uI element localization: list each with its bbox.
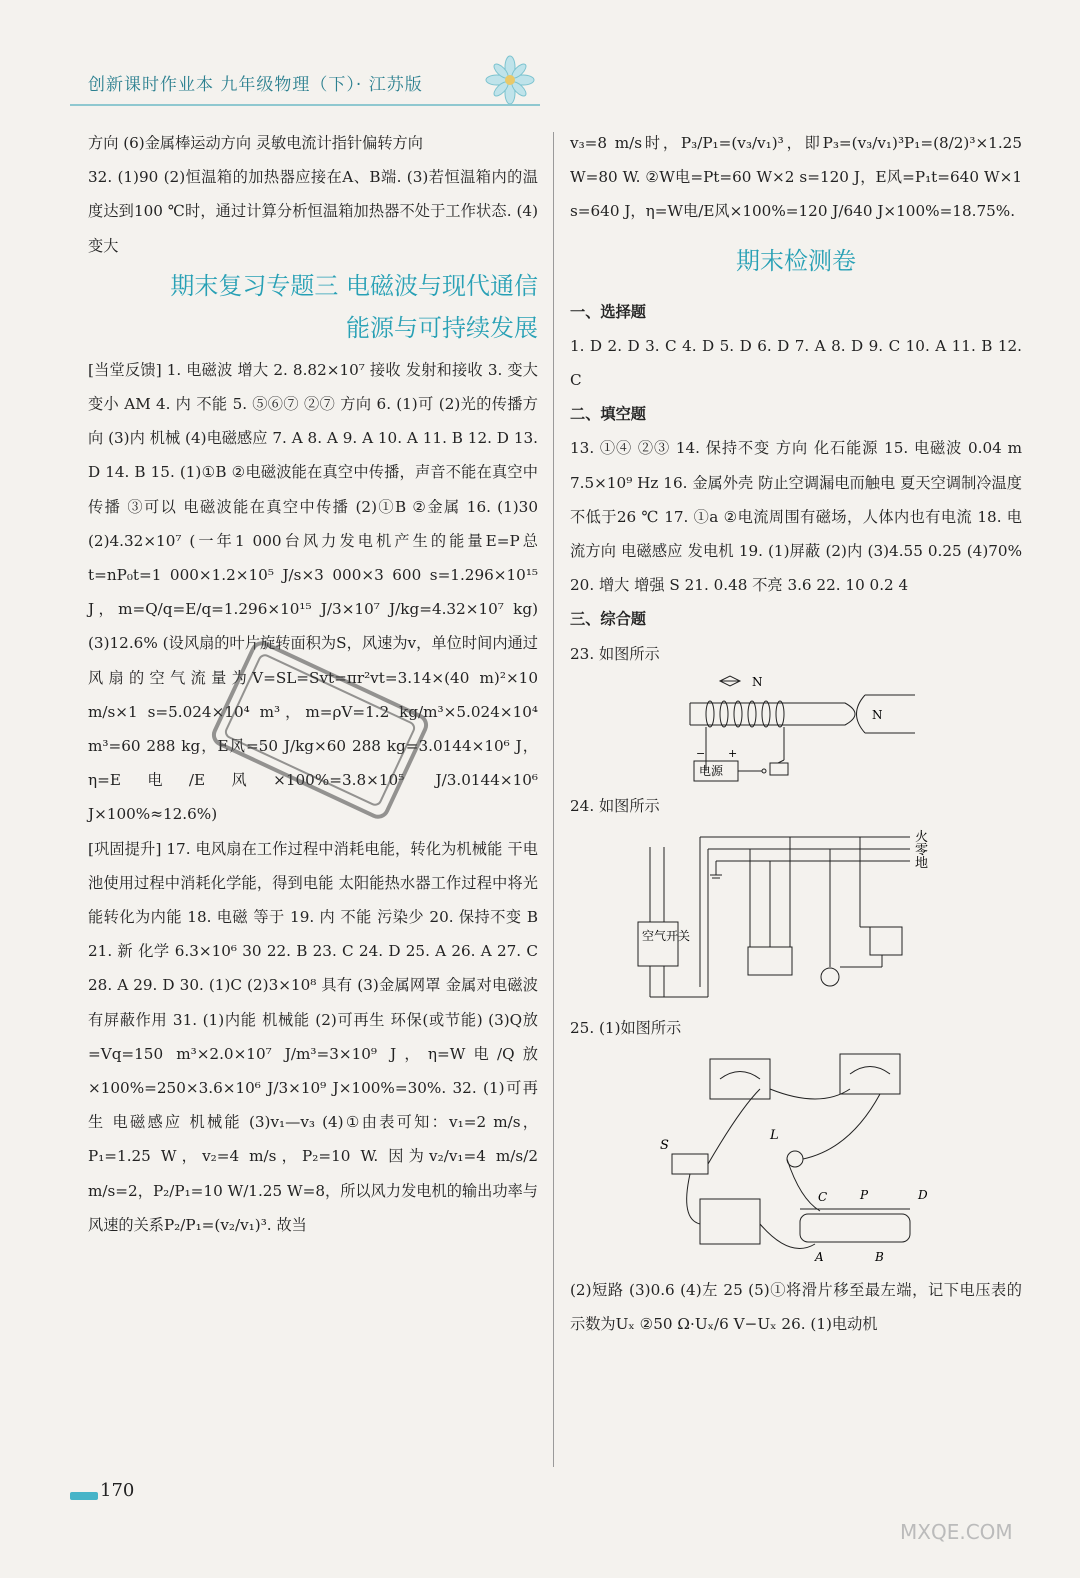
magnet-n-label: N — [872, 707, 883, 722]
left-para-4: [巩固提升] 17. 电风扇在工作过程中消耗电能，转化为机械能 干电池使用过程中消耗化学能，得到电能 太阳能热水器工作过程中将光能转化为内能 18. 电磁 等于 19. 内 不能 污染少 20. 保持不变 B 21. 新 化学 6.3×10⁶ 30 22. B 23. C 24. D 25. A 26. A 27. C 28. A 29. D 30. (1)C (2)3×10⁸ 具有 (3)金属网罩 金属对电磁波有屏蔽作用 31. (1)内能 机械能 (2)可再生 环保(或节能) (3)Q放=Vq=150 m³×2.0×10⁷ J/m³=3×10⁹ J，η=W电/Q放×100%=250×3.6×10⁶ J/3×10⁹ J×100%=30%. 32. (1)可再生 电磁感应 机械能 (3)v₁—v₃ (4)①由表可知：v₁=2 m/s，P₁=1.25 W，v₂=4 m/s，P₂=10 W. 因为v₂/v₁=4 m/s/2 m/s=2，P₂/P₁=10 W/1.25 W=8，所以风力发电机的输出功率与风速的关系P₂/P₁=(v₂/v₁)³. 故当 — [88, 839, 538, 1234]
left-para-1: 方向 (6)金属棒运动方向 灵敏电流计指针偏转方向 — [88, 134, 423, 152]
q25-label: 25. (1)如图所示 — [570, 1019, 682, 1038]
battery-icon — [700, 1199, 760, 1244]
heading-choice: 一、选择题 — [570, 302, 646, 321]
socket-icon — [748, 947, 792, 975]
page-number-bar — [70, 1492, 98, 1500]
answers-choice: 1. D 2. D 3. C 4. D 5. D 6. D 7. A 8. D 9. C 10. A 11. B 12. C — [570, 336, 1022, 390]
page-header — [70, 62, 540, 106]
switch-component-icon — [672, 1154, 708, 1174]
ammeter-icon — [710, 1059, 770, 1099]
compass-n-label: N — [752, 674, 763, 689]
heading-comprehensive: 三、综合题 — [570, 610, 646, 629]
column-divider — [553, 132, 554, 1467]
q24-label: 24. 如图所示 — [570, 796, 660, 815]
terminal-d-label: D — [918, 1188, 928, 1203]
neutral-wire-label: 零 — [915, 843, 929, 859]
page-number: 170 — [100, 1480, 135, 1501]
section-title-line-2: 能源与可持续发展 — [346, 313, 538, 342]
section-title-line-1: 期末复习专题三 电磁波与现代通信 — [170, 271, 538, 300]
minus-label: − — [696, 746, 706, 760]
right-para-1: v₃=8 m/s时，P₃/P₁=(v₃/v₁)³，即P₃=(v₃/v₁)³P₁=(8/2)³×1.25 W=80 W. ②W电=Pt=60 W×2 s=120 J，E风=P₁t=640 W×1 s=640 J，η=W电/E风×100%=120 J/640 J×100%=18.75%. — [570, 134, 1022, 221]
switch-s-label: S — [660, 1138, 669, 1154]
household-circuit-diagram — [630, 827, 950, 1007]
right-column — [570, 126, 1022, 1342]
terminal-b-label: B — [875, 1250, 884, 1265]
header-title: 创新课时作业本 九年级物理（下）· 江苏版 — [88, 75, 423, 95]
solenoid-diagram — [680, 675, 920, 785]
heading-fill: 二、填空题 — [570, 405, 646, 424]
live-wire-label: 火 — [915, 830, 929, 846]
terminal-a-label: A — [815, 1250, 824, 1265]
power-label: 电源 — [699, 763, 724, 778]
corner-watermark: MXQE.COM — [900, 1520, 1013, 1544]
exam-section-title: 期末检测卷 — [736, 246, 856, 275]
terminal-p-label: P — [860, 1188, 869, 1203]
ground-wire-label: 地 — [915, 856, 929, 872]
left-para-3: [当堂反馈] 1. 电磁波 增大 2. 8.82×10⁷ 接收 发射和接收 3. 变大 变小 AM 4. 内 不能 5. ⑤⑥⑦ ②⑦ 方向 6. (1)可 (2)光的传播方向 (3)内 机械 (4)电磁感应 7. A 8. A 9. A 10. A 11. B 12. D 13. D 14. B 15. (1)①B ②电磁波能在真空中传播，声音不能在真空中传播 ③可以 电磁波能在真空中传播 (2)①B ②金属 16. (1)30 (2)4.32×10⁷ (一年1 000台风力发电机产生的能量E=P总t=nP₀t=1 000×1.2×10⁵ J/s×3 000×3 600 s=1.296×10¹⁵ J，m=Q/q=E/q=1.296×10¹⁵ J/3×10⁷ J/kg=4.32×10⁷ kg) (3)12.6% (设风扇的叶片旋转面积为S，风速为v，单位时间内通过风扇的空气流量为V=SL=Svt=πr²vt=3.14×(40 m)²×10 m/s×1 s=5.024×10⁴ m³，m=ρV=1.2 kg/m³×5.024×10⁴ m³=60 288 kg，E风=50 J/kg×60 288 kg=3.0144×10⁶ J，η=E电/E风×100%=3.8×10⁵ J/3.0144×10⁶ J×100%≈12.6%) — [88, 360, 538, 824]
right-para-4: (2)短路 (3)0.6 (4)左 25 (5)①将滑片移至最左端，记下电压表的示数为Uₓ ②50 Ω·Uₓ/6 V−Uₓ 26. (1)电动机 — [570, 1281, 1022, 1334]
flower-ornament-icon — [485, 55, 535, 105]
terminal-c-label: C — [818, 1190, 828, 1205]
lamp-l-label: L — [770, 1128, 779, 1144]
breaker-label: 空气开关 — [642, 929, 691, 944]
left-para-2: 32. (1)90 (2)恒温箱的加热器应接在A、B端. (3)若恒温箱内的温度达到100 ℃时，通过计算分析恒温箱加热器不处于工作状态. (4)变大 — [88, 168, 538, 255]
voltmeter-icon — [840, 1054, 900, 1094]
experiment-circuit-diagram — [650, 1049, 950, 1269]
q23-label: 23. 如图所示 — [570, 644, 660, 663]
switch-icon — [870, 927, 902, 955]
plus-label: + — [728, 746, 738, 760]
lamp-icon — [821, 968, 839, 986]
rheostat-icon — [800, 1214, 910, 1242]
answers-fill: 13. ①④ ②③ 14. 保持不变 方向 化石能源 15. 电磁波 0.04 m 7.5×10⁹ Hz 16. 金属外壳 防止空调漏电而触电 夏天空调制冷温度不低于26 ℃ 17. ①a ②电流周围有磁场，人体内也有电流 18. 电流方向 电磁感应 发电机 19. (1)屏蔽 (2)内 (3)4.55 0.25 (4)70% 20. 增大 增强 S 21. 0.48 不亮 3.6 22. 10 0.2 4 — [570, 439, 1022, 595]
